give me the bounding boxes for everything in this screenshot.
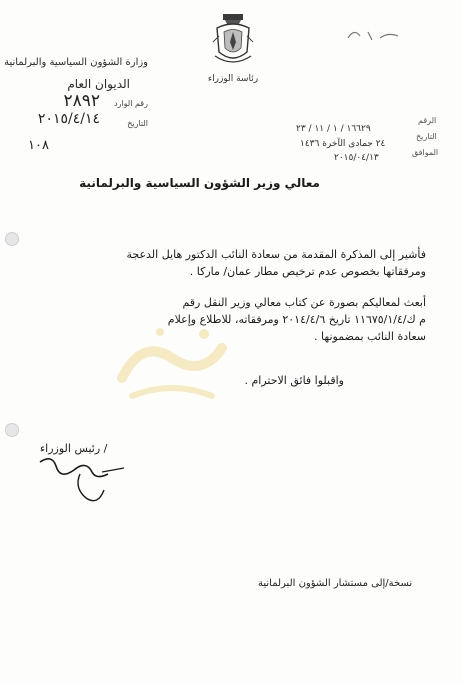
stamp-office: الديوان العام — [67, 77, 130, 91]
date-label: التاريخ — [416, 132, 437, 141]
body-p2-line2: م ك/١١٦٧٥/١/٤ تاريخ ٢٠١٤/٤/٦ ومرفقاته، للاطلاع وإعلام — [167, 313, 426, 326]
punch-hole-top — [5, 232, 19, 246]
signature-scribble — [34, 450, 154, 510]
stamp-date-value: ٢٠١٥/٤/١٤ — [37, 111, 100, 127]
body-p1-line1: فأشير إلى المذكرة المقدمة من سعادة النائب الدكتور هايل الدعجة — [126, 248, 426, 261]
stamp-ministry: وزارة الشؤون السياسية والبرلمانية — [4, 57, 148, 68]
ref-label: الرقم — [418, 116, 437, 125]
stamp-date-label: التاريخ — [127, 119, 148, 128]
watermark-logo — [112, 318, 232, 408]
gregorian-date: ٢٠١٥/٠٤/١٣ — [334, 153, 379, 163]
punch-hole-bottom — [5, 423, 19, 437]
top-scribble-mark — [344, 24, 404, 46]
incoming-stamp — [4, 55, 152, 147]
addressee: معالي وزير الشؤون السياسية والبرلمانية — [79, 176, 320, 190]
stamp-incoming-number: ٢٨٩٢ — [63, 91, 100, 111]
ref-value: ١٦٦٢٩ / ١ / ١١ / ٢٣ — [296, 124, 371, 134]
closing-line: واقبلوا فائق الاحترام . — [244, 374, 344, 387]
office-caption: رئاسة الوزراء — [207, 74, 259, 84]
body-p2-line1: أبعث لمعاليكم بصورة عن كتاب معالي وزير النقل رقم — [182, 296, 426, 309]
signature-title: / رئيس الوزراء — [40, 442, 108, 455]
corr-label: الموافق — [412, 148, 439, 157]
handwritten-note: ١٠٨ — [28, 138, 49, 153]
hijri-date: ٢٤ جمادى الآخرة ١٤٣٦ — [300, 139, 386, 149]
body-p1-line2: ومرفقاتها بخصوص عدم ترخيص مطار عمان/ ماركا . — [189, 265, 426, 278]
cc-line: نسخة/إلى مستشار الشؤون البرلمانية — [258, 578, 413, 589]
coat-of-arms-icon — [211, 12, 255, 70]
stamp-incoming-label: رقم الوارد — [114, 99, 148, 108]
body-p2-line3: سعادة النائب بمضمونها . — [314, 330, 426, 343]
